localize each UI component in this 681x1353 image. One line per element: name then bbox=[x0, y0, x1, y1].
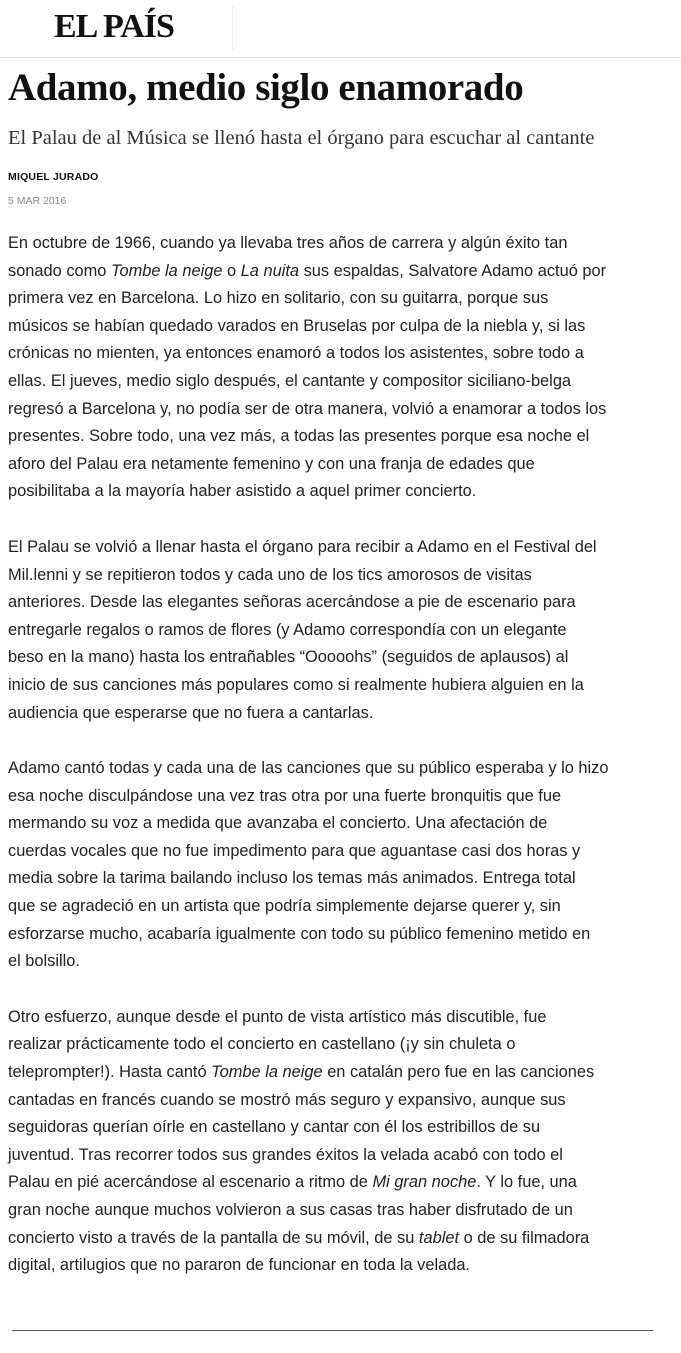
paragraph-line bbox=[8, 921, 673, 949]
article-paragraph bbox=[8, 1004, 673, 1280]
subheadline: El Palau de al Música se llenó hasta el órgano para escuchar al cantante bbox=[8, 127, 595, 149]
italic-title: Mi gran noche bbox=[372, 1173, 477, 1192]
text-segment: primera vez en Barcelona. Lo hizo en solitario, con su guitarra, porque sus bbox=[8, 289, 549, 308]
article-paragraph bbox=[8, 230, 673, 506]
paragraph-line bbox=[8, 368, 673, 396]
text-segment: Mil.lenni y se repitieron todos y cada uno de los tics amorosos de visitas bbox=[8, 565, 532, 584]
paragraph-line bbox=[8, 534, 673, 562]
text-segment: juventud. Tras recorrer todos sus grandes éxitos la velada acabó con todo el bbox=[8, 1145, 563, 1164]
text-segment: anteriores. Desde las elegantes señoras acercándose a pie de escenario para bbox=[8, 593, 576, 612]
paragraph-line bbox=[8, 755, 673, 783]
text-segment: que se agradeció en un artista que podría simplemente dejarse querer y, sin bbox=[8, 897, 561, 916]
text-segment: regresó a Barcelona y, no podía ser de otra manera, volvió a enamorar a todos los bbox=[8, 399, 607, 418]
paragraph-line bbox=[8, 1087, 673, 1115]
paragraph-line bbox=[8, 644, 673, 672]
paragraph-line bbox=[8, 810, 673, 838]
el-pais-logo[interactable]: EL PAÍS bbox=[54, 8, 174, 45]
paragraph-line bbox=[8, 672, 673, 700]
text-segment: gran noche aunque muchos volvieron a sus casas tras haber disfrutado de un bbox=[8, 1201, 573, 1219]
paragraph-line bbox=[8, 865, 673, 893]
paragraph-line bbox=[8, 230, 673, 258]
paragraph-line bbox=[8, 1059, 673, 1087]
text-segment: cantadas en francés cuando se mostró más seguro y expansivo, aunque sus bbox=[8, 1090, 566, 1109]
italic-title: Tombe la neige bbox=[211, 1063, 323, 1082]
paragraph-line bbox=[8, 948, 673, 976]
text-segment: beso en la mano) hasta los entrañables “Ooooohs” (seguidos de aplausos) al bbox=[8, 648, 569, 667]
publish-date: 5 MAR 2016 bbox=[8, 195, 67, 207]
paragraph-line bbox=[8, 893, 673, 921]
text-segment: ellas. El jueves, medio siglo después, el cantante y compositor siciliano-belga bbox=[8, 371, 572, 390]
text-segment: sus espaldas, Salvatore Adamo actuó por bbox=[299, 261, 607, 280]
paragraph-line bbox=[8, 258, 673, 286]
text-segment: entregarle regalos o ramos de flores (y Adamo correspondía con un elegante bbox=[8, 620, 567, 639]
italic-title: Tombe la neige bbox=[110, 261, 223, 280]
italic-title: tablet bbox=[418, 1228, 460, 1247]
paragraph-line bbox=[8, 1197, 673, 1225]
paragraph-line bbox=[8, 1252, 673, 1280]
text-segment: En octubre de 1966, cuando ya llevaba tres años de carrera y algún éxito tan bbox=[8, 234, 568, 252]
text-segment: o bbox=[222, 261, 241, 280]
text-segment: crónicas no mienten, ya entonces enamoró a todos los asistentes, sobre todo a bbox=[8, 344, 584, 363]
text-segment: audiencia que esperarse que no fuera a cantarlas. bbox=[8, 703, 374, 722]
text-segment: presentes. Sobre todo, una vez más, a todas las presentes porque esa noche el bbox=[8, 427, 590, 446]
paragraph-line bbox=[8, 617, 673, 645]
masthead bbox=[0, 0, 681, 58]
text-segment: aforo del Palau era netamente femenino y con una franja de edades que bbox=[8, 454, 535, 473]
paragraph-line bbox=[8, 340, 673, 368]
text-segment: el bolsillo. bbox=[8, 952, 80, 971]
paragraph-line bbox=[8, 451, 673, 479]
article-paragraph bbox=[8, 534, 673, 727]
paragraph-line bbox=[8, 562, 673, 590]
text-segment: digital, artilugios que no pararon de funcionar en toda la velada. bbox=[8, 1256, 470, 1275]
article-paragraph bbox=[8, 755, 673, 976]
text-segment: media sobre la tarima bailando incluso los temas más animados. Entrega total bbox=[8, 869, 576, 888]
text-segment: realizar prácticamente todo el concierto en castellano (¡y sin chuleta o bbox=[8, 1035, 516, 1054]
paragraph-line bbox=[8, 396, 673, 424]
paragraph-line bbox=[8, 589, 673, 617]
paragraph-line bbox=[8, 1169, 673, 1197]
paragraph-line bbox=[8, 285, 673, 313]
text-segment: mermando su voz a medida que avanzaba el concierto. Una afectación de bbox=[8, 814, 548, 833]
paragraph-line bbox=[8, 838, 673, 866]
bottom-divider bbox=[12, 1330, 653, 1331]
paragraph-line bbox=[8, 700, 673, 728]
text-segment: teleprompter!). Hasta cantó bbox=[8, 1063, 212, 1082]
text-segment: El Palau se volvió a llenar hasta el órgano para recibir a Adamo en el Festival del bbox=[8, 537, 597, 556]
headline: Adamo, medio siglo enamorado bbox=[8, 66, 524, 109]
text-segment: . Y lo fue, una bbox=[476, 1173, 577, 1192]
text-segment: Otro esfuerzo, aunque desde el punto de vista artístico más discutible, fue bbox=[8, 1007, 547, 1026]
text-segment: esforzarse mucho, acabaría igualmente con todo su público femenino metido en bbox=[8, 924, 591, 943]
paragraph-line bbox=[8, 478, 673, 506]
text-segment: seguidoras querían oírle en castellano y cantar con él los estribillos de su bbox=[8, 1118, 541, 1137]
italic-title: La nuita bbox=[240, 261, 300, 280]
paragraph-line bbox=[8, 1031, 673, 1059]
text-segment: Adamo cantó todas y cada una de las canciones que su público esperaba y lo hizo bbox=[8, 759, 609, 778]
paragraph-line bbox=[8, 1225, 673, 1253]
text-segment: Palau en pié acercándose al escenario a ritmo de bbox=[8, 1173, 373, 1192]
text-segment: concierto visto a través de la pantalla de su móvil, de su bbox=[8, 1228, 419, 1247]
paragraph-line bbox=[8, 1114, 673, 1142]
text-segment: sonado como bbox=[8, 261, 111, 280]
text-segment: en catalán pero fue en las canciones bbox=[322, 1063, 595, 1082]
text-segment: músicos se habían quedado varados en Bruselas por culpa de la niebla y, si las bbox=[8, 316, 586, 335]
text-segment: inicio de sus canciones más populares como si realmente hubiera alguien en la bbox=[8, 675, 584, 694]
article-body bbox=[8, 230, 673, 1308]
text-segment: o de su filmadora bbox=[459, 1228, 590, 1247]
author-byline[interactable]: MIQUEL JURADO bbox=[8, 171, 99, 183]
paragraph-line bbox=[8, 1004, 673, 1032]
paragraph-line bbox=[8, 313, 673, 341]
text-segment: cuerdas vocales que no fue impedimento para que aguantase casi dos horas y bbox=[8, 841, 581, 860]
text-segment: posibilitaba a la mayoría haber asistido a aquel primer concierto. bbox=[8, 482, 477, 501]
paragraph-line bbox=[8, 423, 673, 451]
text-segment: esa noche disculpándose una vez tras otra por una fuerte bronquitis que fue bbox=[8, 786, 562, 805]
paragraph-line bbox=[8, 1142, 673, 1170]
paragraph-line bbox=[8, 783, 673, 811]
masthead-divider bbox=[232, 6, 233, 50]
